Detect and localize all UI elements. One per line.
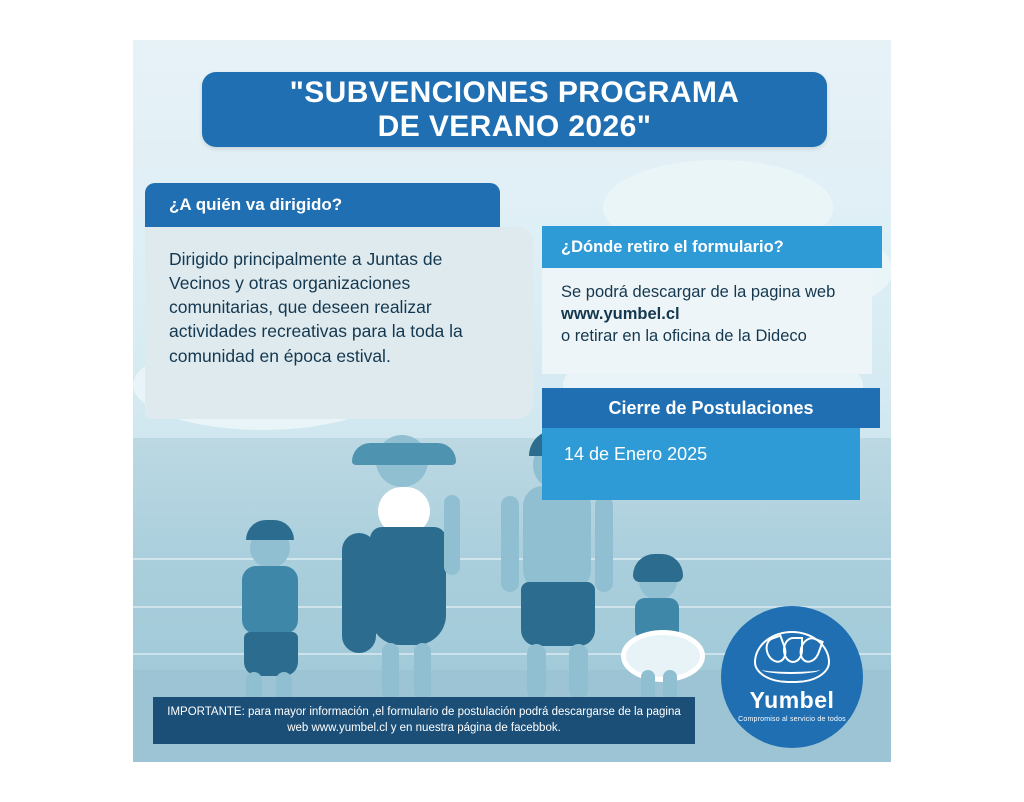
audience-text: Dirigido principalmente a Juntas de Vecinos y otras organizaciones comunitarias, que deseen realizar actividades recreativas para la toda la comunidad en época estival.	[169, 249, 463, 366]
poster-title-banner	[202, 72, 827, 147]
form-text-part1: Se podrá descargar de la pagina web	[561, 283, 836, 301]
illustration-woman	[348, 415, 498, 705]
logo-name: Yumbel	[749, 687, 835, 713]
deadline-card-header	[542, 388, 880, 428]
deadline-heading: Cierre de Postulaciones	[608, 397, 814, 418]
page-title	[290, 76, 740, 144]
yumbel-logo	[721, 606, 863, 748]
audience-card-body	[145, 227, 533, 419]
audience-card-header	[145, 183, 500, 227]
illustration-girl	[611, 548, 721, 708]
shield-leaf-icon	[754, 631, 830, 683]
deadline-date: 14 de Enero 2025	[564, 444, 708, 464]
footer-notice-text: IMPORTANTE: para mayor información ,el formulario de postulación podrá descargarse de la pagina web www.yumbel.cl y en nuestra página de facebbok.	[167, 705, 681, 734]
title-line-2: DE VERANO 2026"	[377, 109, 652, 143]
form-heading: ¿Dónde retiro el formulario?	[561, 237, 784, 256]
title-line-1: "SUBVENCIONES PROGRAMA	[289, 75, 740, 109]
website-link[interactable]: www.yumbel.cl	[561, 304, 680, 323]
audience-heading: ¿A quién va dirigido?	[169, 195, 343, 214]
form-text-part2: o retirar en la oficina de la Dideco	[561, 326, 807, 345]
illustration-boy	[228, 518, 328, 708]
logo-tagline: Compromiso al servicio de todos	[738, 716, 846, 723]
poster-canvas	[133, 40, 891, 762]
footer-notice-strip	[153, 697, 695, 744]
form-card-header	[542, 226, 882, 268]
form-card-body	[542, 268, 872, 374]
deadline-card-body	[542, 428, 860, 500]
form-text	[542, 268, 872, 347]
